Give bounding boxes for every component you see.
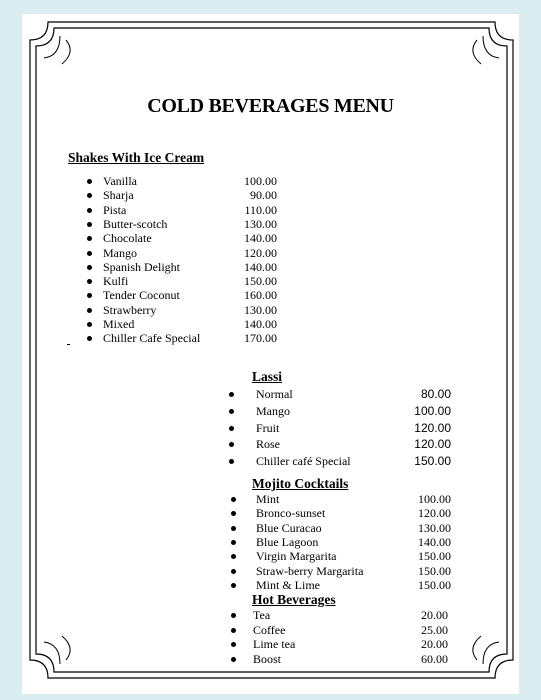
mojito-item-price: 150.00 xyxy=(418,577,451,592)
bullet-icon xyxy=(87,265,92,270)
bullet-icon xyxy=(231,628,236,633)
shakes-item-name: Vanilla xyxy=(103,174,137,188)
hot-heading: Hot Beverages xyxy=(252,592,336,607)
shakes-item-name: Pista xyxy=(103,202,127,217)
mojito-item-name: Mint xyxy=(256,492,280,506)
lassi-item-name: Mango xyxy=(256,403,290,418)
bullet-icon xyxy=(87,222,92,227)
shakes-item-price: 170.00 xyxy=(244,331,277,346)
hot-item-price: 20.00 xyxy=(421,637,448,651)
shakes-item-name: Sharja xyxy=(103,188,134,203)
mojito-item-name: Blue Curacao xyxy=(256,520,322,535)
mojito-item-price: 120.00 xyxy=(418,506,451,521)
bullet-icon xyxy=(229,409,234,414)
bullet-icon xyxy=(231,540,236,545)
hot-item-name: Tea xyxy=(253,608,271,622)
lassi-item-name: Normal xyxy=(256,387,293,401)
menu-title: COLD BEVERAGES MENU xyxy=(147,95,394,117)
mojito-item-name: Mint & Lime xyxy=(256,577,320,592)
mojito-item-price: 140.00 xyxy=(418,534,451,549)
bullet-icon xyxy=(87,308,92,313)
shakes-item-price: 90.00 xyxy=(250,188,277,203)
mojito-heading: Mojito Cocktails xyxy=(252,476,349,491)
bullet-icon xyxy=(87,322,92,327)
lassi-item-name: Chiller café Special xyxy=(256,454,351,469)
bullet-icon xyxy=(231,642,236,647)
shakes-heading: Shakes With Ice Cream xyxy=(68,150,205,165)
hot-item-price: 60.00 xyxy=(421,651,448,666)
stray-mark xyxy=(67,344,70,345)
shakes-item-name: Butter-scotch xyxy=(103,216,168,231)
shakes-item-price: 140.00 xyxy=(244,259,277,274)
shakes-item-name: Chocolate xyxy=(103,231,152,246)
shakes-item-price: 130.00 xyxy=(244,302,277,317)
lassi-item-name: Rose xyxy=(256,437,280,452)
hot-item-price: 25.00 xyxy=(421,622,448,637)
hot-item-name: Lime tea xyxy=(253,637,296,651)
mojito-item-name: Blue Lagoon xyxy=(256,534,319,549)
shakes-item-price: 110.00 xyxy=(244,202,277,217)
bullet-icon xyxy=(229,392,234,397)
lassi-item-price: 120.00 xyxy=(414,420,451,435)
mojito-item-name: Straw-berry Margarita xyxy=(256,563,364,578)
shakes-item-name: Tender Coconut xyxy=(103,288,180,303)
shakes-item-price: 130.00 xyxy=(244,216,277,231)
lassi-item-price: 80.00 xyxy=(420,387,451,401)
bullet-icon xyxy=(87,251,92,256)
bullet-icon xyxy=(231,657,236,662)
bullet-icon xyxy=(87,179,92,184)
mojito-item-price: 130.00 xyxy=(418,520,451,535)
lassi-item-price: 150.00 xyxy=(414,454,451,469)
shakes-item-price: 100.00 xyxy=(244,174,277,188)
shakes-item-name: Spanish Delight xyxy=(103,259,180,274)
bullet-icon xyxy=(231,497,236,502)
shakes-item-price: 150.00 xyxy=(244,274,277,289)
lassi-heading: Lassi xyxy=(252,369,283,384)
shakes-item-name: Kulfi xyxy=(103,274,129,289)
bullet-icon xyxy=(231,613,236,618)
shakes-item-price: 160.00 xyxy=(244,288,277,303)
hot-item-price: 20.00 xyxy=(421,608,448,622)
bullet-icon xyxy=(231,526,236,531)
shakes-item-price: 140.00 xyxy=(244,231,277,246)
bullet-icon xyxy=(231,583,236,588)
shakes-item-name: Strawberry xyxy=(103,302,157,317)
mojito-item-name: Bronco-sunset xyxy=(256,506,326,521)
hot-item-name: Boost xyxy=(253,651,282,666)
mojito-item-price: 150.00 xyxy=(418,549,451,564)
lassi-item-price: 120.00 xyxy=(414,437,451,452)
shakes-item-price: 140.00 xyxy=(244,317,277,331)
bullet-icon xyxy=(231,569,236,574)
shakes-item-name: Mango xyxy=(103,245,137,260)
hot-item-name: Coffee xyxy=(253,622,286,637)
bullet-icon xyxy=(229,426,234,431)
shakes-item-price: 120.00 xyxy=(244,245,277,260)
mojito-item-name: Virgin Margarita xyxy=(256,549,337,564)
lassi-item-price: 100.00 xyxy=(414,403,451,418)
bullet-icon xyxy=(87,208,92,213)
shakes-item-name: Mixed xyxy=(103,317,135,331)
mojito-item-price: 150.00 xyxy=(418,563,451,578)
mojito-item-price: 100.00 xyxy=(418,492,451,506)
lassi-item-name: Fruit xyxy=(256,420,280,435)
shakes-item-name: Chiller Cafe Special xyxy=(103,331,201,346)
